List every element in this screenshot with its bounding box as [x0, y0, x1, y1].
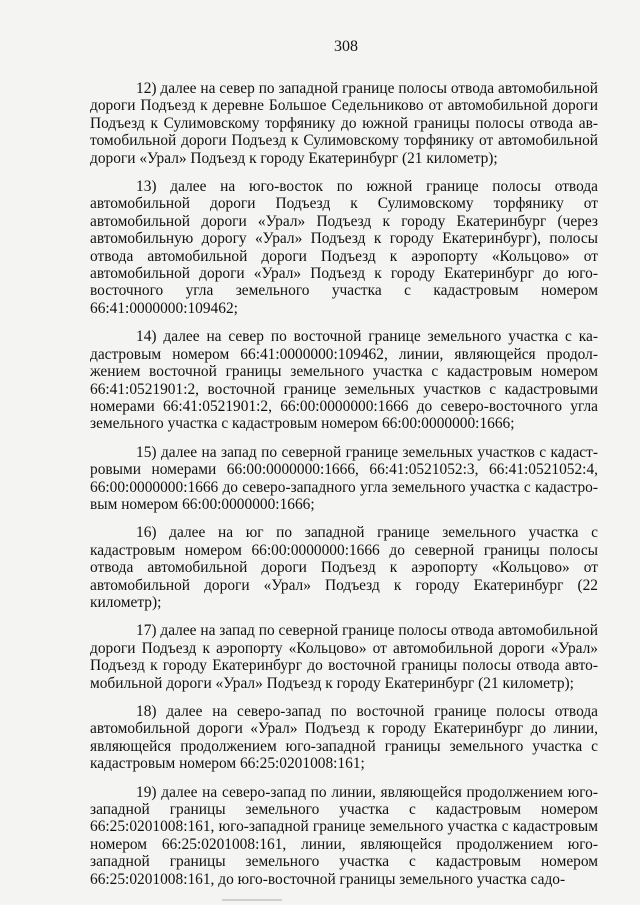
paragraph-18: 18) далее на северо-запад по восточной границе полосы отвода автомобильной дороги «Урал» Подъезд к городу Екатеринбург до линии, являющейся продолжением юго-западной границы земельного участка с кадастровым номером 66:25:0201008:161;	[90, 703, 598, 773]
scan-artifact-line	[222, 899, 282, 901]
paragraph-17: 17) далее на запад по северной границе полосы отвода автомобильной дороги Подъезд к аэропорту «Кольцово» от автомобильной дороги «Урал» Подъезд к городу Екатеринбург до восточной границы полосы отвода автомобильной дороги «Урал» Подъезд к городу Екатеринбург (21 километр);	[90, 622, 598, 692]
paragraph-12: 12) далее на север по западной границе полосы отвода автомобильной дороги Подъезд к деревне Большое Седельниково от автомобильной дороги Подъезд к Сулимовскому торфянику до южной границы полосы отвода автомобильной дороги Подъезд к Сулимовскому торфянику от автомобильной дороги «Урал» Подъезд к городу Екатеринбург (21 километр);	[90, 80, 598, 167]
paragraph-14: 14) далее на север по восточной границе земельного участка с кадастровым номером 66:41:0000000:109462, линии, являющейся продолжением восточной границы земельного участка с кадастровым номером 66:41:0521901:2, восточной границе земельных участков с кадастровыми номерами 66:41:0521901:2, 66:00:0000000:1666 до северо-восточного угла земельного участка с кадастровым номером 66:00:0000000:1666;	[90, 328, 598, 433]
paragraph-13: 13) далее на юго-восток по южной границе полосы отвода автомобильной дороги Подъезд к Сулимовскому торфянику от автомобильной дороги «Урал» Подъезд к городу Екатеринбург (через автомобильную дорогу «Урал» Подъезд к городу Екатеринбург), полосы отвода автомобильной дороги Подъезд к аэропорту «Кольцово» от автомобильной дороги «Урал» Подъезд к городу Екатеринбург до юго-восточного угла земельного участка с кадастровым номером 66:41:0000000:109462;	[90, 178, 598, 317]
paragraph-16: 16) далее на юг по западной границе земельного участка с кадастровым номером 66:00:0000000:1666 до северной границы полосы отвода автомобильной дороги Подъезд к аэропорту «Кольцово» от автомобильной дороги «Урал» Подъезд к городу Екатеринбург (22 километр);	[90, 524, 598, 611]
page-number: 308	[334, 38, 358, 55]
paragraph-19: 19) далее на северо-запад по линии, являющейся продолжением юго-западной границы земельного участка с кадастровым номером 66:25:0201008:161, юго-западной границе земельного участка с кадастровым номером 66:25:0201008:161, линии, являющейся продолжением юго-западной границы земельного участка с кадастровым номером 66:25:0201008:161, до юго-восточной границы земельного участка садо-	[90, 783, 598, 888]
paragraph-15: 15) далее на запад по северной границе земельных участков с кадастровыми номерами 66:00:0000000:1666, 66:41:0521052:3, 66:41:0521052:4, 66:00:0000000:1666 до северо-западного угла земельного участка с кадастровым номером 66:00:0000000:1666;	[90, 443, 598, 513]
